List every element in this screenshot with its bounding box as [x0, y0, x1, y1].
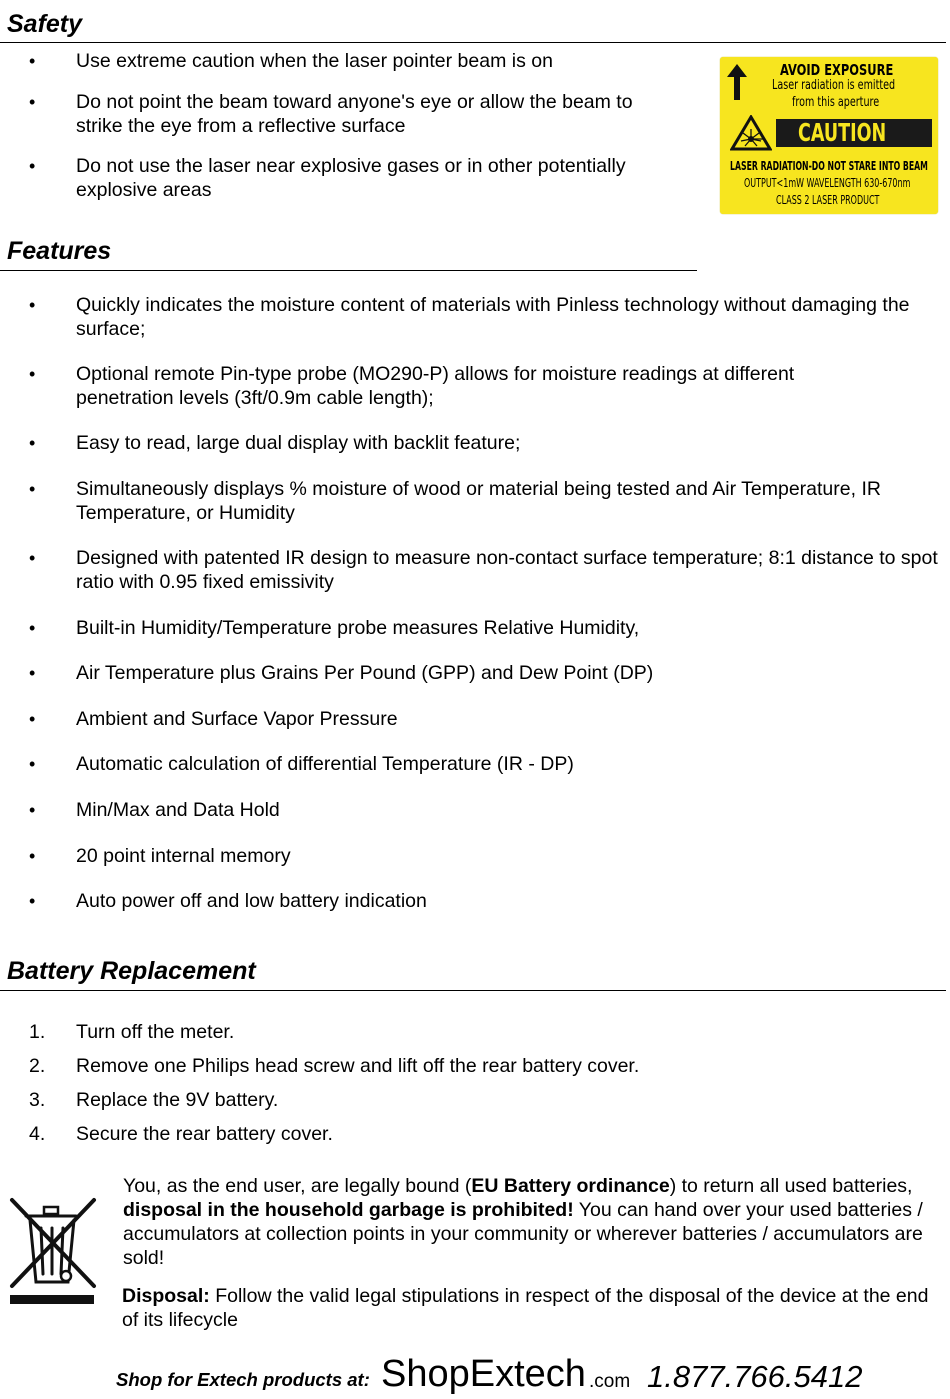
battery-rule — [0, 990, 946, 991]
bullet: • — [29, 156, 36, 176]
laser-caution-label — [720, 57, 938, 214]
notice-text: You can hand over your used batteries / accumulators at collection points in your community or wherever batteries / accumulators are sold! — [123, 1199, 923, 1269]
step-number: 3. — [29, 1089, 46, 1111]
safety-item-text: Do not point the beam toward anyone's eye or allow the beam to strike the eye from a reflective surface — [76, 91, 633, 137]
footer-shop-text: Shop for Extech products at: — [116, 1369, 370, 1390]
disposal-label: Disposal: — [122, 1285, 210, 1307]
features-heading: Features — [7, 237, 112, 265]
feature-item-text: Air Temperature plus Grains Per Pound (GPP) and Dew Point (DP) — [76, 662, 654, 684]
safety-item-text: Do not use the laser near explosive gases or in other potentially explosive areas — [76, 155, 626, 201]
disposal-note — [122, 1284, 942, 1332]
class-text: CLASS 2 LASER PRODUCT — [776, 193, 880, 207]
step-number: 1. — [29, 1021, 46, 1043]
caution-text: CAUTION — [798, 118, 887, 147]
laser-radiation-text: LASER RADIATION-DO NOT STARE INTO BEAM — [730, 159, 928, 173]
bullet: • — [29, 618, 36, 638]
disposal-text: Follow the valid legal stipulations in respect of the disposal of the device at the end of its lifecycle — [122, 1285, 929, 1331]
step-text: Remove one Philips head screw and lift off the rear battery cover. — [76, 1055, 640, 1077]
step-number: 2. — [29, 1055, 46, 1077]
bullet: • — [29, 433, 36, 453]
up-arrow-icon — [726, 63, 748, 101]
feature-item-text: Quickly indicates the moisture content of materials with Pinless technology without damaging the surface; — [76, 294, 910, 340]
safety-item-text: Use extreme caution when the laser pointer beam is on — [76, 50, 553, 72]
bullet: • — [29, 92, 36, 112]
output-text: OUTPUT<1mW WAVELENGTH 630-670nm — [744, 176, 911, 190]
feature-item-text: Easy to read, large dual display with backlit feature; — [76, 432, 521, 454]
laser-warning-icon — [730, 115, 772, 151]
notice-bold-ordinance: EU Battery ordinance — [471, 1175, 670, 1197]
bullet: • — [29, 800, 36, 820]
feature-item-text: Min/Max and Data Hold — [76, 799, 280, 821]
feature-item-text: Designed with patented IR design to measure non-contact surface temperature; 8:1 distance to spot ratio with 0.95 fixed emissivity — [76, 547, 938, 593]
notice-text: You, as the end user, are legally bound ( — [123, 1175, 472, 1197]
notice-bold-prohibited: disposal in the household garbage is prohibited! — [123, 1199, 574, 1221]
step-number: 4. — [29, 1123, 46, 1145]
step-text: Turn off the meter. — [76, 1021, 235, 1043]
bullet: • — [29, 663, 36, 683]
crossed-bin-icon — [8, 1196, 98, 1306]
step-text: Secure the rear battery cover. — [76, 1123, 333, 1145]
bullet: • — [29, 479, 36, 499]
feature-item-text: Optional remote Pin-type probe (MO290-P) allows for moisture readings at different penetration levels (3ft/0.9m cable length); — [76, 363, 795, 409]
step-text: Replace the 9V battery. — [76, 1089, 279, 1111]
bullet: • — [29, 364, 36, 384]
battery-notice — [123, 1174, 943, 1270]
emitted-text-2: from this aperture — [792, 95, 880, 110]
feature-item-text: Automatic calculation of differential Temperature (IR - DP) — [76, 753, 574, 775]
bullet: • — [29, 754, 36, 774]
bullet: • — [29, 891, 36, 911]
feature-item-text: Auto power off and low battery indication — [76, 890, 427, 912]
bullet: • — [29, 295, 36, 315]
caution-band — [776, 119, 932, 147]
footer — [0, 1354, 950, 1399]
features-rule — [0, 270, 697, 271]
bullet: • — [29, 548, 36, 568]
bullet: • — [29, 51, 36, 71]
feature-item-text: Built-in Humidity/Temperature probe measures Relative Humidity, — [76, 617, 640, 639]
notice-text: ) to return all used batteries, — [669, 1175, 913, 1197]
bullet: • — [29, 846, 36, 866]
bullet: • — [29, 709, 36, 729]
emitted-text-1: Laser radiation is emitted — [772, 78, 896, 93]
feature-item-text: Ambient and Surface Vapor Pressure — [76, 708, 398, 730]
safety-rule — [0, 42, 946, 43]
footer-brand[interactable]: ShopExtech — [381, 1353, 586, 1395]
footer-domain[interactable]: .com — [589, 1371, 631, 1392]
battery-heading: Battery Replacement — [7, 957, 256, 985]
avoid-exposure-text: AVOID EXPOSURE — [780, 61, 894, 79]
footer-phone: 1.877.766.5412 — [647, 1359, 863, 1394]
feature-item-text: 20 point internal memory — [76, 845, 291, 867]
safety-heading: Safety — [7, 10, 83, 38]
feature-item-text: Simultaneously displays % moisture of wood or material being tested and Air Temperature, IR Temperature, or Humidity — [76, 478, 881, 524]
